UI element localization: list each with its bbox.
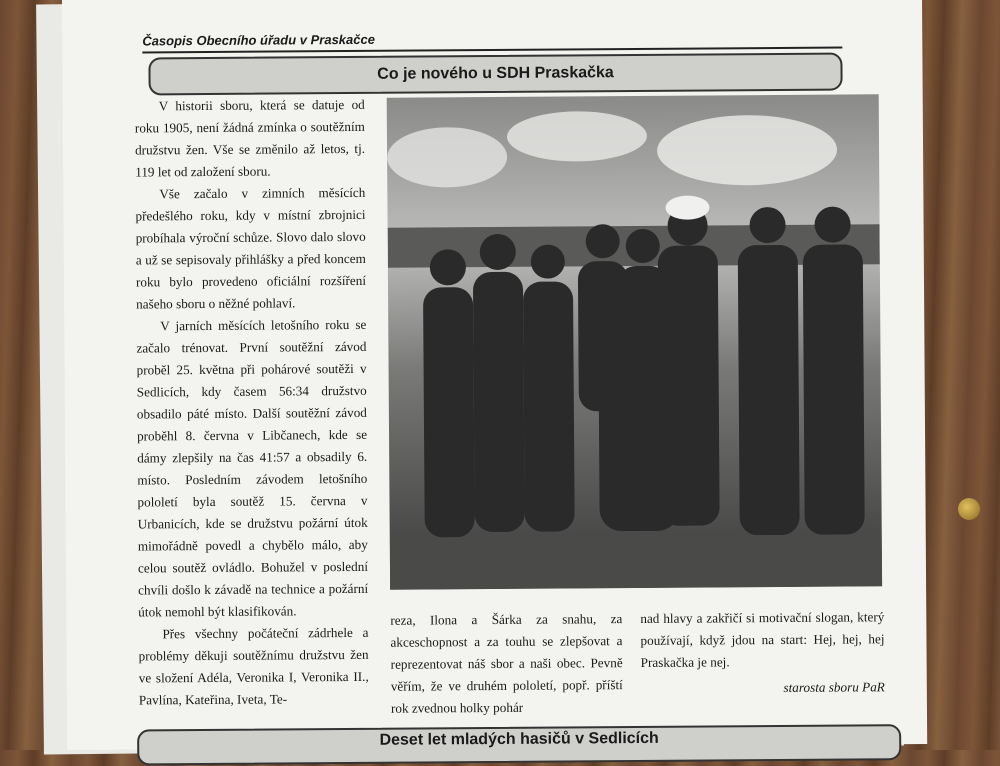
signature: starosta sboru PaR xyxy=(783,679,885,695)
photo-illustration xyxy=(387,94,882,589)
article-title: Co je nového u SDH Praskačka xyxy=(148,53,842,96)
paragraph: nad hlavy a zakřičí si motivační slogan, který používají, když jdou na start: Hej, hej, hej Praskačka je nej. xyxy=(640,609,885,670)
paragraph: Vše začalo v zimních měsících předešlého roku, kdy v místní zbrojnici probíhala výroční schůze. Slovo dalo slovo a už se sepisovaly přihlášky a před koncem roku bylo provedeno oficiální rozšíření našeho sboru o něžné pohlaví. xyxy=(135,184,367,312)
paragraph: V jarních měsících letošního roku se začalo trénovat. První soutěžní závod proběl 25. května při pohárové soutěži v Sedlicích, kdy časem 56:34 družstvo obsadilo páté místo. Další soutěžní závod proběhl 8. června v Libčanech, kde se dámy zlepšily na čas 41:57 a obsadily 6. místo. Posledním závodem letošního pololetí byla soutěž 15. června v Urbanicích, kde se družstvu požární útok mimořádně povedl a chybělo málo, aby celou soutěž ovládlo. Bohužel v poslední chvíli došlo k závadě na technice a požární útok nemohl být klasifikován. xyxy=(136,316,369,620)
article-column-2: reza, Ilona a Šárka za snahu, za akceschopnost a za touhu se zlepšovat a reprezentovat náš sbor a naši obec. Pevně věřím, že ve druhém pololetí, popř. příští rok zvednou holky pohár xyxy=(390,611,623,716)
screw-icon xyxy=(958,498,980,520)
paragraph: Přes všechny počáteční zádrhele a problémy děkuji soutěžnímu družstvu žen ve složení Adéla, Veronika I, Veronika II., Pavlína, Kateřina, Iveta, Te- xyxy=(138,624,369,708)
newsletter-page xyxy=(62,0,927,750)
next-article-title: Deset let mladých hasičů v Sedlicích xyxy=(137,724,901,765)
newsletter-header: Časopis Obecního úřadu v Praskačce xyxy=(142,31,375,49)
article-column-3 xyxy=(640,606,885,700)
paragraph: V historii sboru, která se datuje od roku 1905, není žádná zmínka o soutěžním družstvu žen. Vše se změnilo až letos, tj. 119 let od založení sboru. xyxy=(134,96,366,180)
article-column-1 xyxy=(135,94,369,712)
team-photo xyxy=(387,94,882,589)
